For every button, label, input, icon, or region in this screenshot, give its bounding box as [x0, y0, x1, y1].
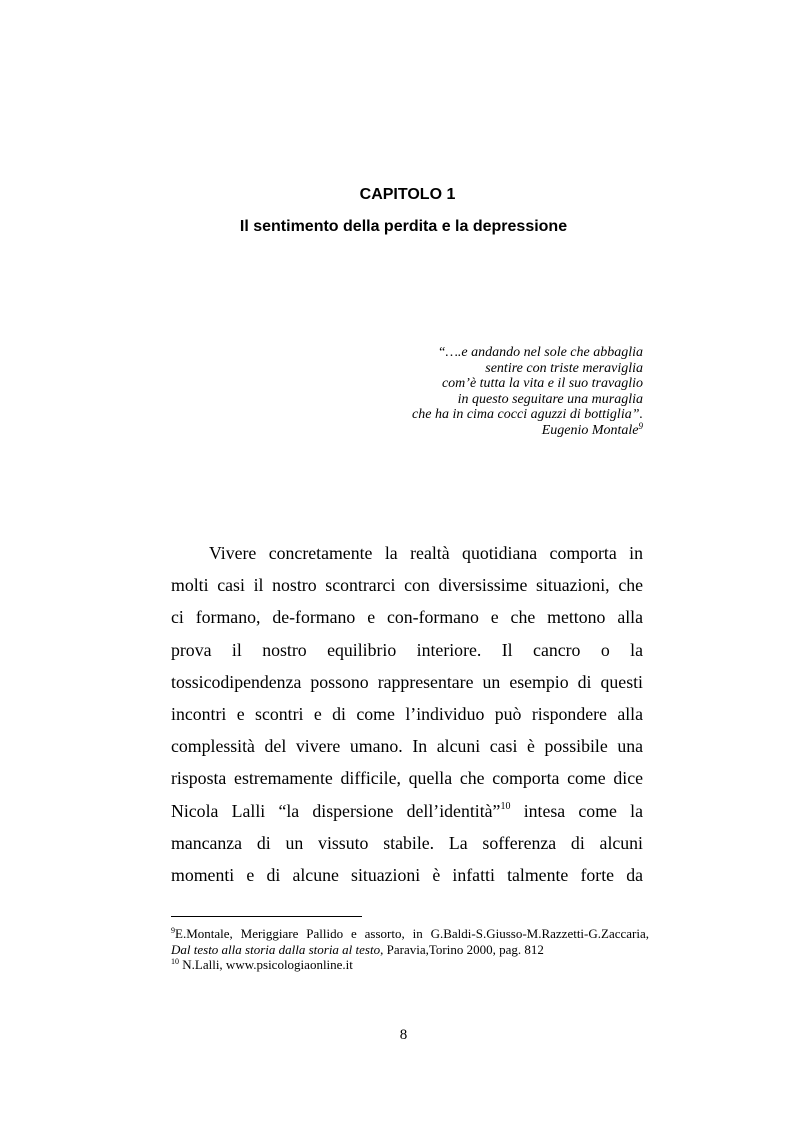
body-paragraph — [171, 537, 643, 891]
footnote-10-marker: 10 — [171, 957, 179, 966]
body-line: Vivere concretamente la realtà quotidiana comporta in — [209, 543, 643, 563]
body-line: momenti e di alcune situazioni è infatti talmente forte da — [171, 864, 643, 885]
epigraph-line: sentire con triste meraviglia — [485, 360, 643, 376]
page-number: 8 — [399, 1027, 408, 1043]
footnote-9-text: E.Montale, Meriggiare Pallido e assorto, in G.Baldi-S.Giusso-M.Razzetti-G.Zaccaria, — [175, 926, 649, 941]
footnote-separator — [171, 916, 362, 917]
footnotes — [171, 926, 649, 973]
body-line-part: Nicola Lalli “la dispersione dell’identità” — [171, 800, 501, 821]
chapter-label: CAPITOLO 1 — [359, 186, 456, 203]
chapter-title: Il sentimento della perdita e la depressione — [239, 218, 568, 235]
body-line-with-note — [171, 795, 643, 827]
epigraph-line: “….e andando nel sole che abbaglia — [437, 345, 643, 360]
body-line: risposta estremamente difficile, quella che comporta come dice — [171, 768, 643, 789]
epigraph-author-line — [412, 420, 643, 439]
footnote-ref-9[interactable]: 9 — [638, 420, 643, 431]
footnote-10-text: N.Lalli, www.psicologiaonline.it — [179, 957, 353, 972]
footnote-10 — [171, 957, 649, 973]
footnote-9-continued — [171, 942, 649, 958]
epigraph — [412, 345, 643, 438]
footnote-9-publisher: , Paravia,Torino 2000, pag. 812 — [380, 941, 544, 957]
body-line: ci formano, de-formano e con-formano e che mettono alla — [171, 607, 643, 628]
epigraph-author: Eugenio Montale — [541, 422, 639, 438]
footnote-9-marker: 9 — [171, 926, 175, 935]
body-line: tossicodipendenza possono rappresentare un esempio di questi — [171, 671, 643, 692]
footnote-9 — [171, 926, 649, 942]
body-line: prova il nostro equilibrio interiore. Il cancro o la — [171, 639, 643, 660]
body-line-part: intesa come la — [510, 800, 643, 821]
footnote-9-book-title: Dal testo alla storia dalla storia al testo — [171, 941, 381, 957]
epigraph-line: che ha in cima cocci aguzzi di bottiglia”. — [412, 407, 643, 422]
epigraph-line: in questo seguitare una muraglia — [457, 391, 643, 407]
body-line: mancanza di un vissuto stabile. La sofferenza di alcuni — [171, 832, 643, 853]
epigraph-line: com’è tutta la vita e il suo travaglio — [441, 376, 643, 391]
footnote-ref-10[interactable]: 10 — [500, 800, 511, 812]
body-line: incontri e scontri e di come l’individuo può rispondere alla — [171, 703, 643, 724]
body-line: complessità del vivere umano. In alcuni casi è possibile una — [171, 736, 643, 757]
body-line: molti casi il nostro scontrarci con diversissime situazioni, che — [171, 575, 643, 596]
